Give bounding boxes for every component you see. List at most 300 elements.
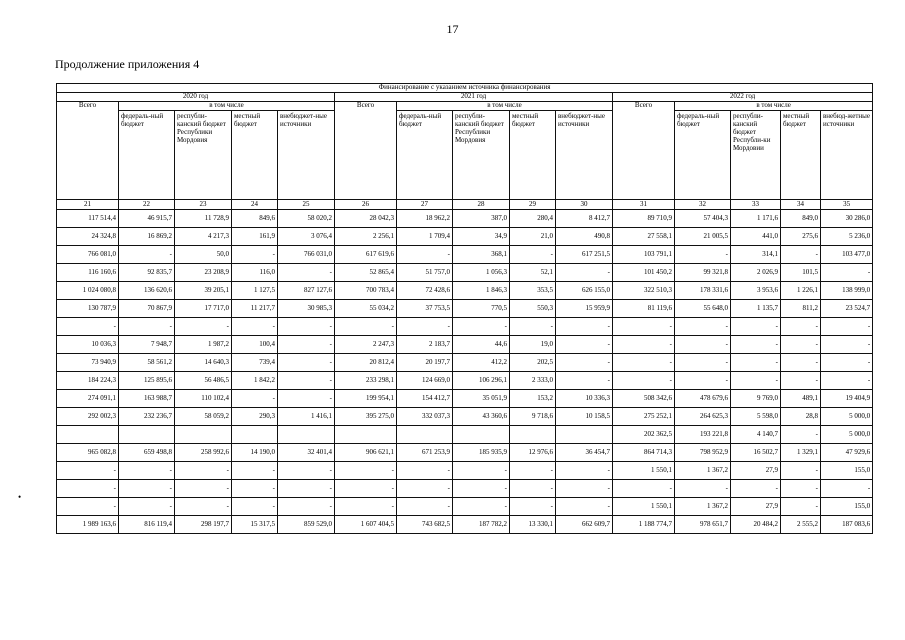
table-row — [57, 390, 873, 408]
table-cell: 5 598,0 — [731, 408, 781, 426]
table-cell: 13 330,1 — [510, 516, 556, 534]
table-cell: 50,0 — [175, 246, 232, 264]
table-cell: - — [119, 480, 175, 498]
table-cell: 1 127,5 — [232, 282, 278, 300]
table-cell: 16 502,7 — [731, 444, 781, 462]
table-cell: - — [335, 498, 397, 516]
table-cell: 395 275,0 — [335, 408, 397, 426]
table-cell: 232 236,7 — [119, 408, 175, 426]
table-cell: - — [675, 480, 731, 498]
local-budget-header: местный бюджет — [781, 111, 821, 200]
table-cell — [278, 426, 335, 444]
table-row — [57, 336, 873, 354]
table-cell: - — [119, 318, 175, 336]
table-cell: 184 224,3 — [57, 372, 119, 390]
column-number: 24 — [232, 200, 278, 210]
table-cell — [57, 426, 119, 444]
table-cell: 659 498,8 — [119, 444, 175, 462]
column-number: 28 — [453, 200, 510, 210]
table-cell: 19 404,9 — [821, 390, 873, 408]
total-header-2020: Всего — [57, 102, 119, 200]
table-cell: 368,1 — [453, 246, 510, 264]
table-cell: 332 037,3 — [397, 408, 453, 426]
table-cell: - — [57, 498, 119, 516]
table-cell: 28 042,3 — [335, 210, 397, 228]
table-cell: 34,9 — [453, 228, 510, 246]
table-cell: 1 056,3 — [453, 264, 510, 282]
table-cell: - — [453, 462, 510, 480]
table-row — [57, 480, 873, 498]
column-number: 23 — [175, 200, 232, 210]
table-cell: 103 791,1 — [613, 246, 675, 264]
table-cell: 1 416,1 — [278, 408, 335, 426]
table-cell: 2 026,9 — [731, 264, 781, 282]
table-cell: 14 640,3 — [175, 354, 232, 372]
table-cell: 178 331,6 — [675, 282, 731, 300]
table-cell: 5 000,0 — [821, 408, 873, 426]
table-cell: - — [397, 318, 453, 336]
table-cell: - — [335, 480, 397, 498]
table-cell: 44,6 — [453, 336, 510, 354]
extrabudget-header: внебюд-жетные источники — [821, 111, 873, 200]
table-cell: 3 076,4 — [278, 228, 335, 246]
table-cell: 21 005,5 — [675, 228, 731, 246]
table-cell: 163 988,7 — [119, 390, 175, 408]
table-cell: - — [675, 318, 731, 336]
table-cell — [335, 426, 397, 444]
table-cell: 353,5 — [510, 282, 556, 300]
table-cell: - — [278, 354, 335, 372]
table-cell: - — [613, 336, 675, 354]
table-cell: 617 251,5 — [556, 246, 613, 264]
table-cell: 155,0 — [821, 462, 873, 480]
table-cell: 743 682,5 — [397, 516, 453, 534]
table-cell: 99 321,8 — [675, 264, 731, 282]
column-number: 27 — [397, 200, 453, 210]
table-cell: - — [556, 318, 613, 336]
column-number: 22 — [119, 200, 175, 210]
table-cell: - — [119, 462, 175, 480]
table-cell: 35 051,9 — [453, 390, 510, 408]
table-cell: 27,9 — [731, 498, 781, 516]
table-cell: 30 286,0 — [821, 210, 873, 228]
column-number: 34 — [781, 200, 821, 210]
table-cell: 81 119,6 — [613, 300, 675, 318]
table-cell: 275,6 — [781, 228, 821, 246]
table-cell: 770,5 — [453, 300, 510, 318]
federal-budget-header: федераль-ный бюджет — [119, 111, 175, 200]
extrabudget-header: внебюджет-ные источники — [278, 111, 335, 200]
table-cell: - — [781, 354, 821, 372]
table-cell — [175, 426, 232, 444]
table-cell: - — [781, 372, 821, 390]
table-row — [57, 372, 873, 390]
table-cell: - — [731, 336, 781, 354]
table-row — [57, 228, 873, 246]
table-cell: 20 812,4 — [335, 354, 397, 372]
table-cell: 4 217,3 — [175, 228, 232, 246]
table-cell: 117 514,4 — [57, 210, 119, 228]
table-cell: 258 992,6 — [175, 444, 232, 462]
table-cell: 2 555,2 — [781, 516, 821, 534]
table-cell: - — [335, 462, 397, 480]
republic-budget-header: республи-канский бюджет Республики Мордовия — [175, 111, 232, 200]
year-2021-header: 2021 год — [335, 93, 613, 102]
table-cell: 27 558,1 — [613, 228, 675, 246]
table-cell: 55 034,2 — [335, 300, 397, 318]
table-cell: 187 083,6 — [821, 516, 873, 534]
table-row — [57, 318, 873, 336]
table-cell: 72 428,6 — [397, 282, 453, 300]
table-cell: - — [556, 372, 613, 390]
table-cell: - — [57, 480, 119, 498]
table-cell: - — [232, 318, 278, 336]
table-cell: - — [675, 354, 731, 372]
table-cell: 16 869,2 — [119, 228, 175, 246]
table-cell: 275 252,1 — [613, 408, 675, 426]
table-cell: 11 728,9 — [175, 210, 232, 228]
table-cell: 671 253,9 — [397, 444, 453, 462]
table-cell: - — [397, 498, 453, 516]
table-cell: - — [119, 246, 175, 264]
table-cell: - — [821, 372, 873, 390]
table-cell: 92 835,7 — [119, 264, 175, 282]
federal-budget-header: федераль-ный бюджет — [397, 111, 453, 200]
table-cell: 9 718,6 — [510, 408, 556, 426]
table-cell: 73 940,9 — [57, 354, 119, 372]
table-cell: 662 609,7 — [556, 516, 613, 534]
table-cell: - — [556, 354, 613, 372]
table-cell: 202 362,5 — [613, 426, 675, 444]
table-cell: 51 757,0 — [397, 264, 453, 282]
table-cell: 100,4 — [232, 336, 278, 354]
table-cell: 1 846,3 — [453, 282, 510, 300]
table-cell: - — [278, 462, 335, 480]
table-cell: - — [821, 336, 873, 354]
table-cell: - — [821, 480, 873, 498]
table-cell: 70 867,9 — [119, 300, 175, 318]
table-cell: 37 753,5 — [397, 300, 453, 318]
table-cell: - — [821, 354, 873, 372]
table-cell: 489,1 — [781, 390, 821, 408]
table-cell: 47 929,6 — [821, 444, 873, 462]
column-number: 30 — [556, 200, 613, 210]
table-cell: 10 336,3 — [556, 390, 613, 408]
table-cell: - — [57, 462, 119, 480]
table-cell: 202,5 — [510, 354, 556, 372]
column-number-row — [57, 200, 873, 210]
table-cell — [119, 426, 175, 444]
table-cell: 2 333,0 — [510, 372, 556, 390]
table-cell: 20 197,7 — [397, 354, 453, 372]
table-cell: 1 329,1 — [781, 444, 821, 462]
table-cell: 43 360,6 — [453, 408, 510, 426]
table-cell: - — [335, 318, 397, 336]
table-cell: - — [510, 462, 556, 480]
table-cell: 5 236,0 — [821, 228, 873, 246]
table-cell — [556, 426, 613, 444]
table-cell: 52,1 — [510, 264, 556, 282]
table-cell: - — [453, 480, 510, 498]
table-cell: - — [397, 462, 453, 480]
table-cell: - — [821, 264, 873, 282]
table-cell: - — [510, 480, 556, 498]
table-cell: - — [781, 246, 821, 264]
table-cell: 280,4 — [510, 210, 556, 228]
table-cell: 478 679,6 — [675, 390, 731, 408]
table-cell: 56 486,5 — [175, 372, 232, 390]
local-budget-header: местный бюджет — [510, 111, 556, 200]
page-number: 17 — [446, 22, 459, 36]
table-cell: 23 208,9 — [175, 264, 232, 282]
table-cell: - — [556, 498, 613, 516]
table-cell: 101,5 — [781, 264, 821, 282]
table-cell: 849,0 — [781, 210, 821, 228]
table-cell: 1 989 163,6 — [57, 516, 119, 534]
table-cell: 187 782,2 — [453, 516, 510, 534]
table-cell: - — [510, 498, 556, 516]
table-cell: 2 183,7 — [397, 336, 453, 354]
table-cell: 849,6 — [232, 210, 278, 228]
table-cell: 1 550,1 — [613, 498, 675, 516]
table-cell: 859 529,0 — [278, 516, 335, 534]
table-cell: - — [232, 390, 278, 408]
table-cell: - — [232, 480, 278, 498]
table-cell: 965 082,8 — [57, 444, 119, 462]
table-cell: 827 127,6 — [278, 282, 335, 300]
table-cell: 10 158,5 — [556, 408, 613, 426]
table-cell: - — [731, 318, 781, 336]
table-cell: 700 783,4 — [335, 282, 397, 300]
table-cell: 193 221,8 — [675, 426, 731, 444]
table-cell: 3 953,6 — [731, 282, 781, 300]
table-cell: 1 367,2 — [675, 498, 731, 516]
table-row — [57, 462, 873, 480]
table-cell: 14 190,0 — [232, 444, 278, 462]
table-cell: 2 247,3 — [335, 336, 397, 354]
in-that-number-2020: в том числе — [119, 102, 335, 111]
table-row — [57, 246, 873, 264]
table-cell: 322 510,3 — [613, 282, 675, 300]
table-cell: - — [613, 372, 675, 390]
table-cell: 274 091,1 — [57, 390, 119, 408]
table-cell: 124 669,0 — [397, 372, 453, 390]
local-budget-header: местный бюджет — [232, 111, 278, 200]
table-cell: - — [510, 318, 556, 336]
table-cell: 58 561,2 — [119, 354, 175, 372]
margin-mark: • — [18, 492, 22, 502]
table-cell: 233 298,1 — [335, 372, 397, 390]
table-cell: 1 171,6 — [731, 210, 781, 228]
table-cell: 55 648,0 — [675, 300, 731, 318]
table-cell: 1 226,1 — [781, 282, 821, 300]
table-cell: - — [675, 372, 731, 390]
table-cell: 1 842,2 — [232, 372, 278, 390]
table-cell: 23 524,7 — [821, 300, 873, 318]
table-cell: 12 976,6 — [510, 444, 556, 462]
column-number: 29 — [510, 200, 556, 210]
table-cell: 2 256,1 — [335, 228, 397, 246]
table-cell: 1 709,4 — [397, 228, 453, 246]
table-cell: 508 342,6 — [613, 390, 675, 408]
table-cell: - — [675, 336, 731, 354]
table-cell: 18 962,2 — [397, 210, 453, 228]
table-cell: - — [397, 480, 453, 498]
table-cell: 906 621,1 — [335, 444, 397, 462]
table-cell: 19,0 — [510, 336, 556, 354]
table-cell: 58 020,2 — [278, 210, 335, 228]
table-cell: 4 140,7 — [731, 426, 781, 444]
financing-table-wrapper — [56, 83, 871, 534]
column-number: 35 — [821, 200, 873, 210]
table-cell: 36 454,7 — [556, 444, 613, 462]
federal-budget-header: федераль-ный бюджет — [675, 111, 731, 200]
table-row — [57, 498, 873, 516]
table-cell: - — [278, 336, 335, 354]
table-title: Финансирование с указанием источника финансирования — [57, 84, 873, 93]
table-body — [57, 210, 873, 534]
year-2020-header: 2020 год — [57, 93, 335, 102]
table-cell: - — [278, 372, 335, 390]
table-cell: 110 102,4 — [175, 390, 232, 408]
table-cell: 57 404,3 — [675, 210, 731, 228]
table-cell: 8 412,7 — [556, 210, 613, 228]
table-cell: - — [175, 462, 232, 480]
total-header-2022: Всего — [613, 102, 675, 200]
table-cell: - — [175, 498, 232, 516]
table-cell: 116 160,6 — [57, 264, 119, 282]
table-cell: - — [453, 318, 510, 336]
extrabudget-header: внебюджет-ные источники — [556, 111, 613, 200]
table-cell: - — [613, 480, 675, 498]
table-row — [57, 426, 873, 444]
table-cell: - — [278, 264, 335, 282]
table-cell: - — [397, 246, 453, 264]
table-cell: - — [731, 354, 781, 372]
table-cell: 125 895,6 — [119, 372, 175, 390]
table-cell: 387,0 — [453, 210, 510, 228]
table-cell: 161,9 — [232, 228, 278, 246]
table-cell: 154 412,7 — [397, 390, 453, 408]
table-cell: - — [232, 462, 278, 480]
table-cell: - — [556, 480, 613, 498]
table-cell: - — [613, 354, 675, 372]
column-number: 33 — [731, 200, 781, 210]
table-cell: - — [781, 426, 821, 444]
table-cell: - — [781, 336, 821, 354]
table-cell: 155,0 — [821, 498, 873, 516]
column-number: 25 — [278, 200, 335, 210]
table-cell: 1 987,2 — [175, 336, 232, 354]
column-number: 31 — [613, 200, 675, 210]
in-that-number-2021: в том числе — [397, 102, 613, 111]
table-row — [57, 264, 873, 282]
table-row — [57, 408, 873, 426]
table-cell: 292 002,3 — [57, 408, 119, 426]
table-cell: 101 450,2 — [613, 264, 675, 282]
column-number: 26 — [335, 200, 397, 210]
table-cell: 264 625,3 — [675, 408, 731, 426]
table-cell: 811,2 — [781, 300, 821, 318]
table-cell: 28,8 — [781, 408, 821, 426]
table-cell: - — [781, 498, 821, 516]
table-cell: 798 952,9 — [675, 444, 731, 462]
table-cell: - — [453, 498, 510, 516]
table-cell: 39 205,1 — [175, 282, 232, 300]
table-cell: 314,1 — [731, 246, 781, 264]
table-row — [57, 300, 873, 318]
table-cell: 412,2 — [453, 354, 510, 372]
table-cell: 30 985,3 — [278, 300, 335, 318]
table-row — [57, 444, 873, 462]
table-cell: 46 915,7 — [119, 210, 175, 228]
table-cell: 626 155,0 — [556, 282, 613, 300]
republic-budget-header: республи-канский бюджет Республи-ки Мордовии — [731, 111, 781, 200]
table-row — [57, 282, 873, 300]
table-cell: 153,2 — [510, 390, 556, 408]
table-cell: 1 550,1 — [613, 462, 675, 480]
table-cell: 766 031,0 — [278, 246, 335, 264]
table-cell: 1 188 774,7 — [613, 516, 675, 534]
table-cell: 103 477,0 — [821, 246, 873, 264]
table-cell — [232, 426, 278, 444]
table-cell: - — [175, 318, 232, 336]
table-cell: 116,0 — [232, 264, 278, 282]
table-cell: - — [278, 390, 335, 408]
table-cell: - — [119, 498, 175, 516]
table-cell: 816 119,4 — [119, 516, 175, 534]
table-cell: 290,3 — [232, 408, 278, 426]
table-cell: - — [232, 498, 278, 516]
table-cell: 7 948,7 — [119, 336, 175, 354]
table-cell: - — [278, 498, 335, 516]
table-row — [57, 516, 873, 534]
republic-budget-header: республи-канский бюджет Республики Мордовия — [453, 111, 510, 200]
table-cell: - — [556, 336, 613, 354]
table-cell: 199 954,1 — [335, 390, 397, 408]
table-cell: 89 710,9 — [613, 210, 675, 228]
appendix-caption: Продолжение приложения 4 — [55, 57, 200, 71]
table-cell: - — [613, 318, 675, 336]
table-cell: 24 324,8 — [57, 228, 119, 246]
table-cell: 441,0 — [731, 228, 781, 246]
table-cell: - — [556, 264, 613, 282]
table-cell: 1 135,7 — [731, 300, 781, 318]
table-cell: 136 620,6 — [119, 282, 175, 300]
table-cell: - — [781, 462, 821, 480]
table-cell: - — [675, 246, 731, 264]
table-cell: - — [57, 318, 119, 336]
table-cell: 1 024 080,8 — [57, 282, 119, 300]
table-cell: 20 484,2 — [731, 516, 781, 534]
table-cell: 138 999,0 — [821, 282, 873, 300]
table-cell: 9 769,0 — [731, 390, 781, 408]
table-cell: 21,0 — [510, 228, 556, 246]
table-cell: 58 059,2 — [175, 408, 232, 426]
table-cell: 1 607 404,5 — [335, 516, 397, 534]
table-cell: - — [232, 246, 278, 264]
table-cell: - — [510, 246, 556, 264]
year-2022-header: 2022 год — [613, 93, 873, 102]
table-row — [57, 354, 873, 372]
table-cell: - — [556, 462, 613, 480]
column-number: 32 — [675, 200, 731, 210]
table-cell: 130 787,9 — [57, 300, 119, 318]
table-cell: 739,4 — [232, 354, 278, 372]
table-cell: 17 717,0 — [175, 300, 232, 318]
table-cell: 185 935,9 — [453, 444, 510, 462]
table-cell: 15 959,9 — [556, 300, 613, 318]
